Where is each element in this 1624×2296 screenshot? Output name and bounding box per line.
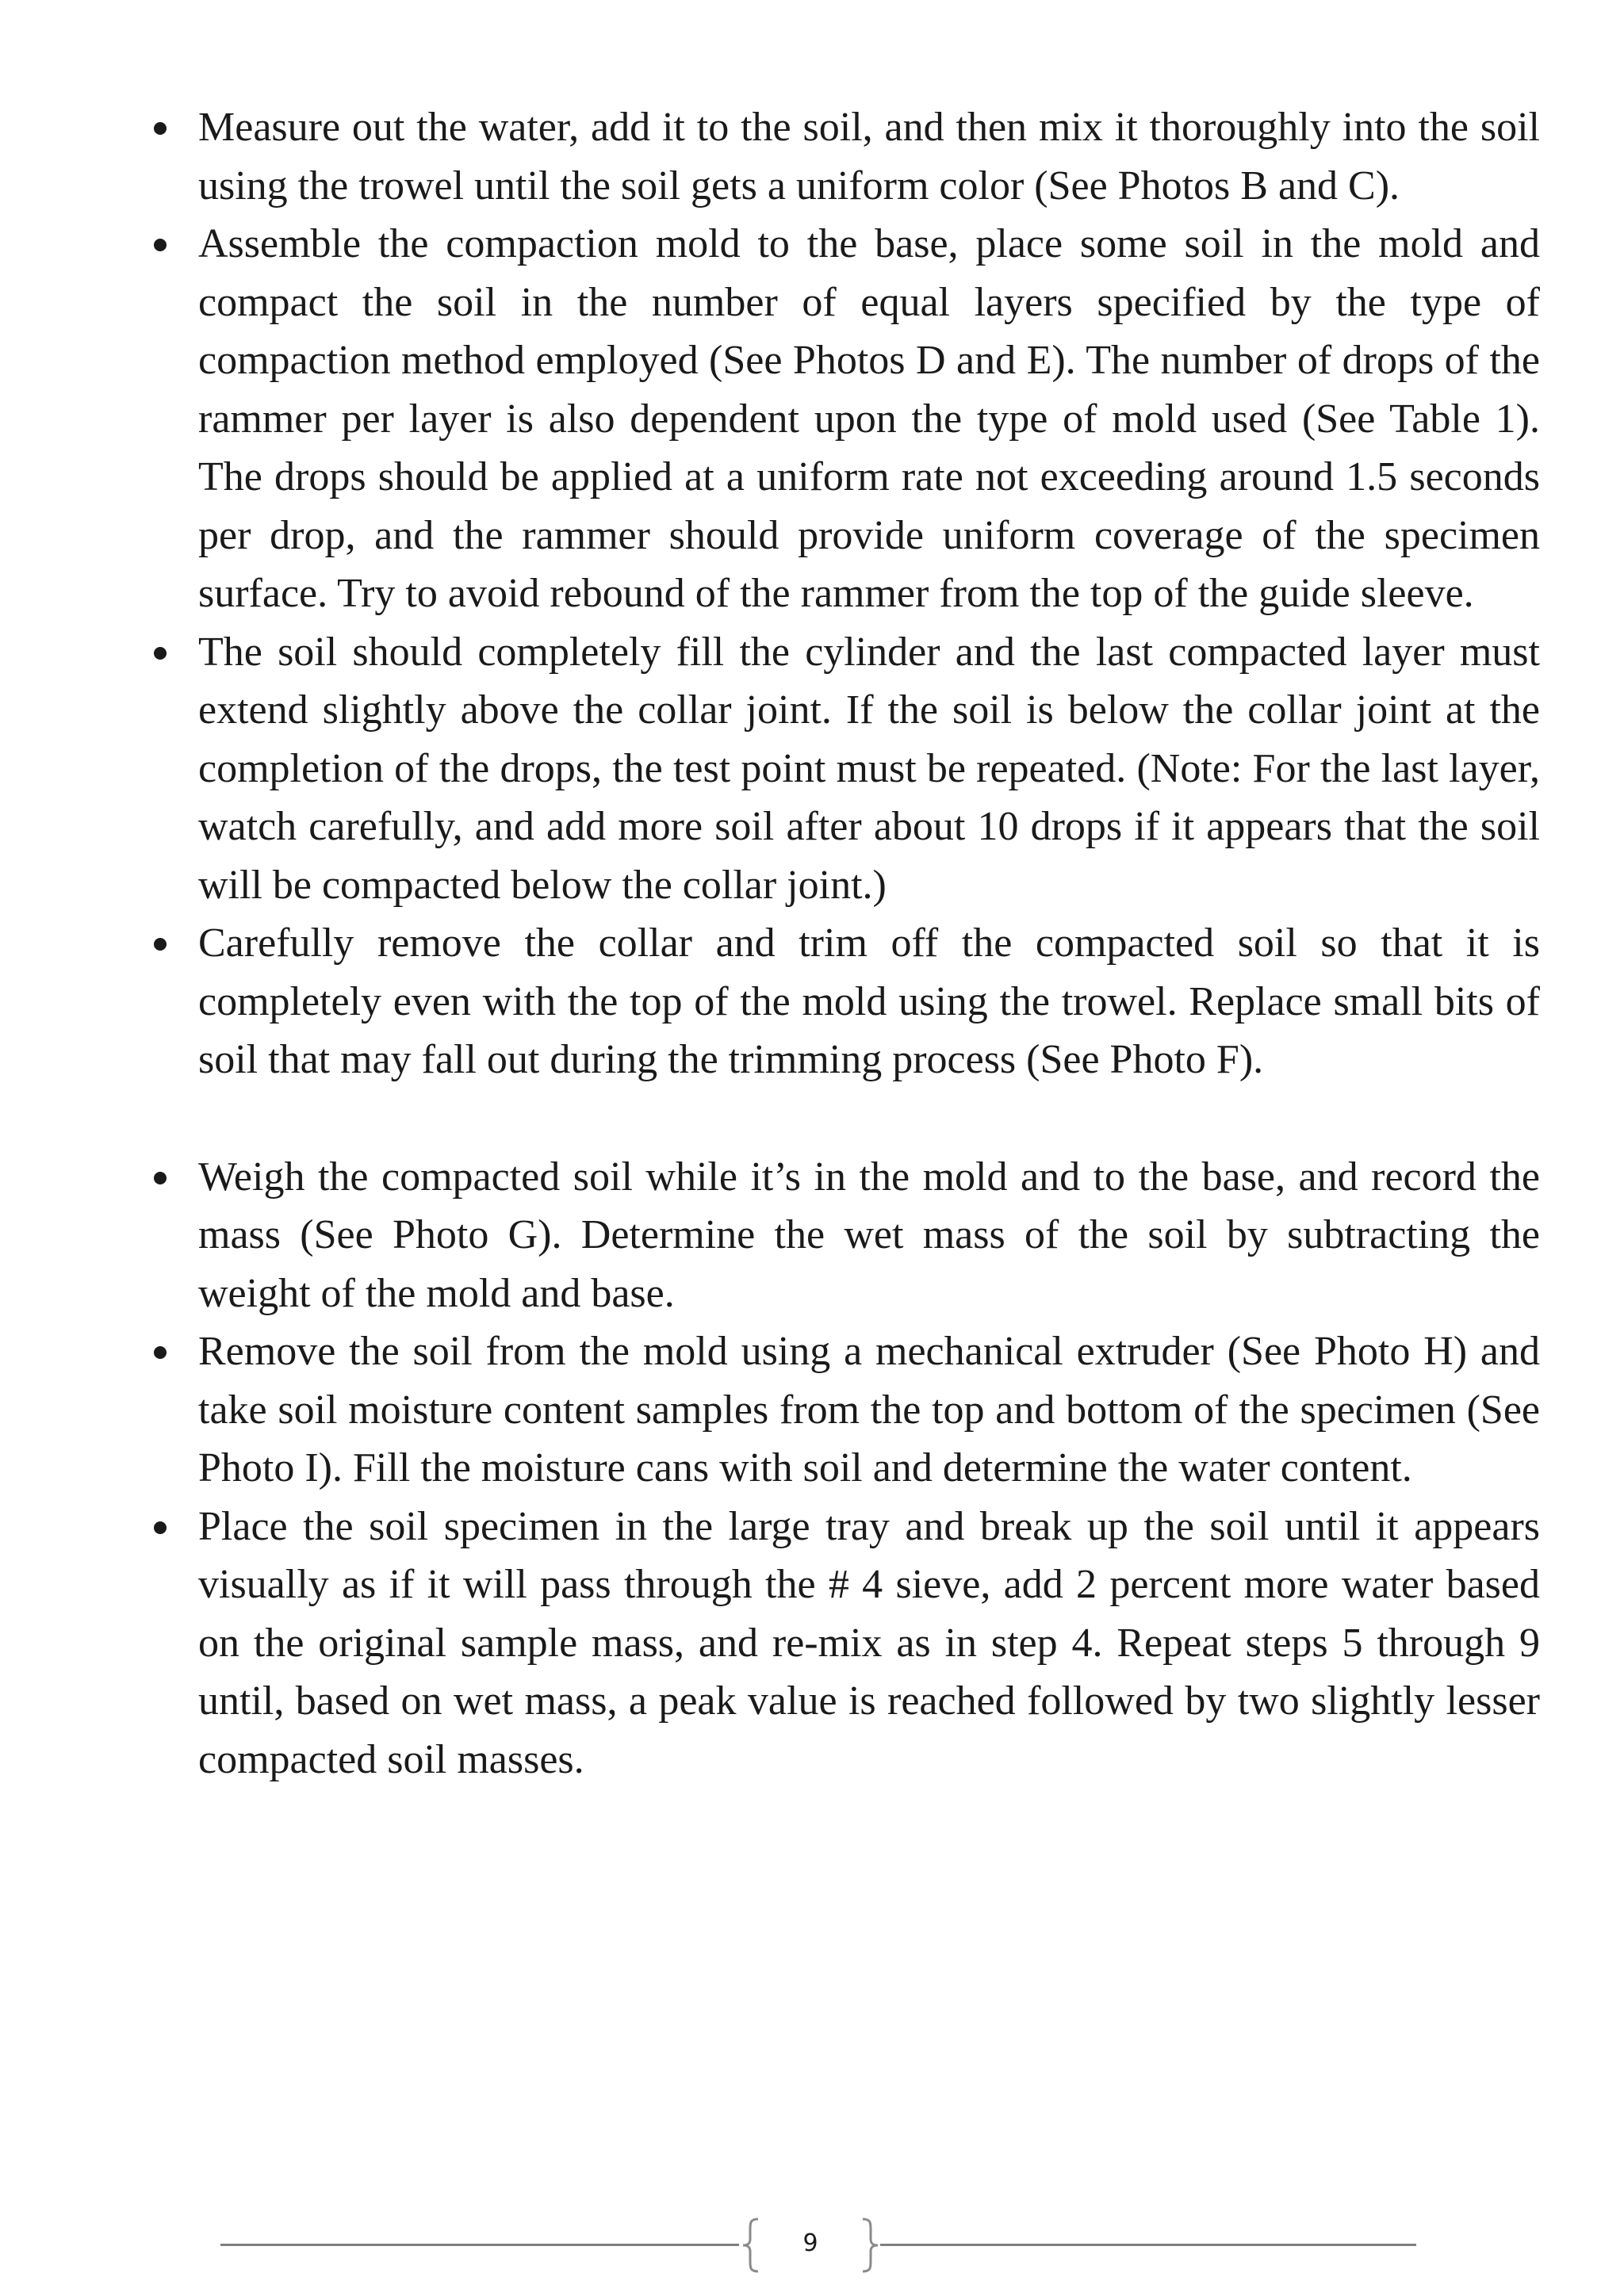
bullet-icon xyxy=(154,1346,167,1359)
step-text: The soil should completely fill the cylinder and the last compacted layer must extend slightly above the collar joint. If the soil is below the collar joint at the completion of the drops, the test point must be repeated. (Note: For the last layer, watch carefully, and add more soil after about 10 drops if it appears that the soil will be compacted below the collar joint.) xyxy=(198,629,1540,908)
step-text: Place the soil specimen in the large tray and break up the soil until it appears visually as if it will pass through the # 4 sieve, add 2 percent more water based on the original sample mass, and re-mix as in step 4. Repeat steps 5 through 9 until, based on wet mass, a peak value is reached followed by two slightly lesser compacted soil masses. xyxy=(198,1503,1540,1782)
step-text: Measure out the water, add it to the soil, and then mix it thoroughly into the soil using the trowel until the soil gets a uniform color (See Photos B and C). xyxy=(198,105,1540,209)
procedure-step xyxy=(198,623,1540,915)
footer-rule-right xyxy=(880,2244,1416,2246)
step-text: Weigh the compacted soil while it’s in the mold and to the base, and record the mass (See Photo G). Determine the wet mass of the soil by subtracting the weight of the mold and base. xyxy=(198,1154,1540,1316)
bullet-icon xyxy=(154,1521,167,1534)
page-number: 9 xyxy=(802,2229,818,2257)
procedure-step-list xyxy=(198,98,1540,1789)
procedure-step xyxy=(198,1148,1540,1323)
left-brace-icon xyxy=(739,2217,763,2274)
procedure-step xyxy=(198,914,1540,1089)
step-text: Carefully remove the collar and trim off the compacted soil so that it is completely even with the top of the mold using the trowel. Replace small bits of soil that may fall out during the trimming process (See Photo F). xyxy=(198,920,1540,1082)
procedure-step xyxy=(198,98,1540,215)
procedure-step xyxy=(198,215,1540,623)
procedure-step xyxy=(198,1498,1540,1789)
bullet-icon xyxy=(154,938,167,951)
procedure-step xyxy=(198,1322,1540,1498)
page-footer xyxy=(0,2214,1624,2277)
bullet-icon xyxy=(154,239,167,251)
bullet-icon xyxy=(154,122,167,135)
step-text: Assemble the compaction mold to the base, place some soil in the mold and compact the soil in the number of equal layers specified by the type of compaction method employed (See Photos D and E). The number of drops of the rammer per layer is also dependent upon the type of mold used (See Table 1). The drops should be applied at a uniform rate not exceeding around 1.5 seconds per drop, and the rammer should provide uniform coverage of the specimen surface. Try to avoid rebound of the rammer from the top of the guide sleeve. xyxy=(198,221,1540,616)
right-brace-icon xyxy=(858,2217,882,2274)
footer-rule-left xyxy=(220,2244,739,2246)
step-text: Remove the soil from the mold using a mechanical extruder (See Photo H) and take soil moisture content samples from the top and bottom of the specimen (See Photo I). Fill the moisture cans with soil and determine the water content. xyxy=(198,1329,1540,1490)
page-content xyxy=(198,98,1540,1789)
bullet-icon xyxy=(154,1172,167,1184)
bullet-icon xyxy=(154,647,167,660)
